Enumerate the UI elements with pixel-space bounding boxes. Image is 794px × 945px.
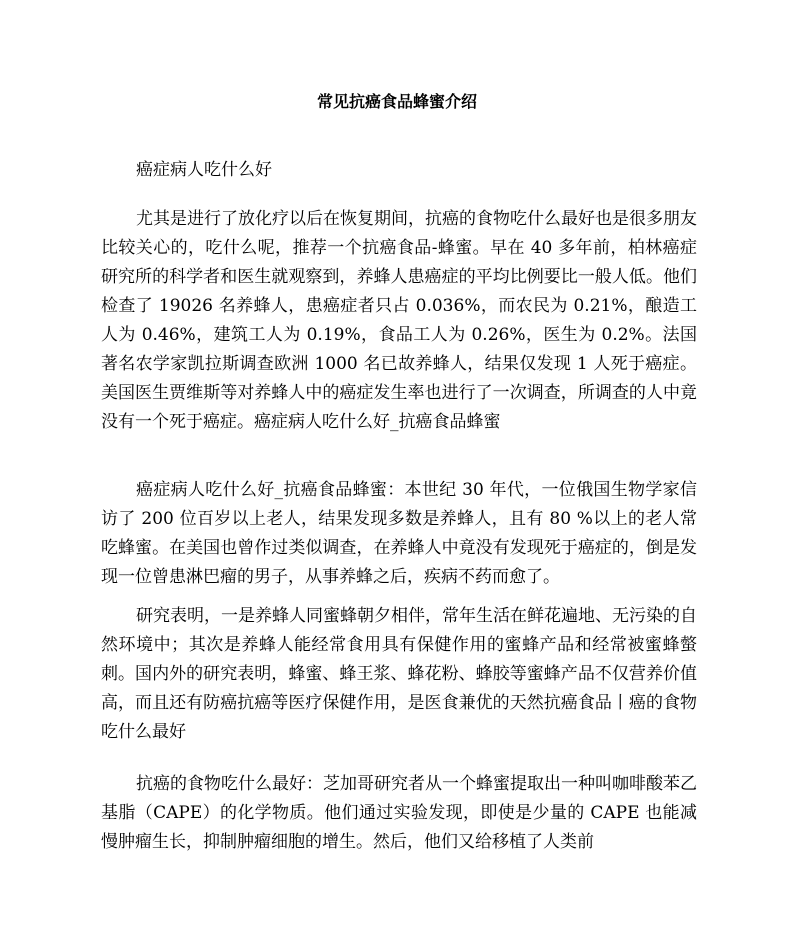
paragraph: 尤其是进行了放化疗以后在恢复期间，抗癌的食物吃什么最好也是很多朋友比较关心的，吃什么呢，推荐一个抗癌食品-蜂蜜。早在 40 多年前，柏林癌症研究所的科学者和医生就观察到，养蜂人患癌症的平均比例要比一般人低。他们检查了 19026 名养蜂人，患癌症者只占 0.036%，而农民为 0.21%，酿造工人为 0.46%，建筑工人为 0.19%，食品工人为 0.26%，医生为 0.2%。法国著名农学家凯拉斯调查欧洲 1000 名已故养蜂人，结果仅发现 1 人死于癌症。美国医生贾维斯等对养蜂人中的癌症发生率也进行了一次调查，所调查的人中竟没有一个死于癌症。癌症病人吃什么好_抗癌食品蜂蜜 xyxy=(101,209,697,432)
paragraph: 研究表明，一是养蜂人同蜜蜂朝夕相伴，常年生活在鲜花遍地、无污染的自然环境中；其次是养蜂人能经常食用具有保健作用的蜜蜂产品和经常被蜜蜂螫刺。国内外的研究表明，蜂蜜、蜂王浆、蜂花粉、蜂胶等蜜蜂产品不仅营养价值高，而且还有防癌抗癌等医疗保健作用，是医食兼优的天然抗癌食品丨癌的食物吃什么最好 xyxy=(101,606,697,742)
document-title: 常见抗癌食品蜂蜜介绍 xyxy=(316,92,477,111)
paragraph: 抗癌的食物吃什么最好：芝加哥研究者从一个蜂蜜提取出一种叫咖啡酸苯乙基脂（CAPE）的化学物质。他们通过实验发现，即使是少量的 CAPE 也能减慢肿瘤生长，抑制肿瘤细胞的增生。然后，他们又给移植了人类前 xyxy=(101,774,697,852)
section-heading: 癌症病人吃什么好 xyxy=(136,160,272,180)
paragraph: 癌症病人吃什么好_抗癌食品蜂蜜：本世纪 30 年代，一位俄国生物学家信访了 200 位百岁以上老人，结果发现多数是养蜂人，且有 80 %以上的老人常吃蜂蜜。在美国也曾作过类似调查，在养蜂人中竟没有发现死于癌症的，倒是发现一位曾患淋巴瘤的男子，从事养蜂之后，疾病不药而愈了。 xyxy=(101,480,697,587)
